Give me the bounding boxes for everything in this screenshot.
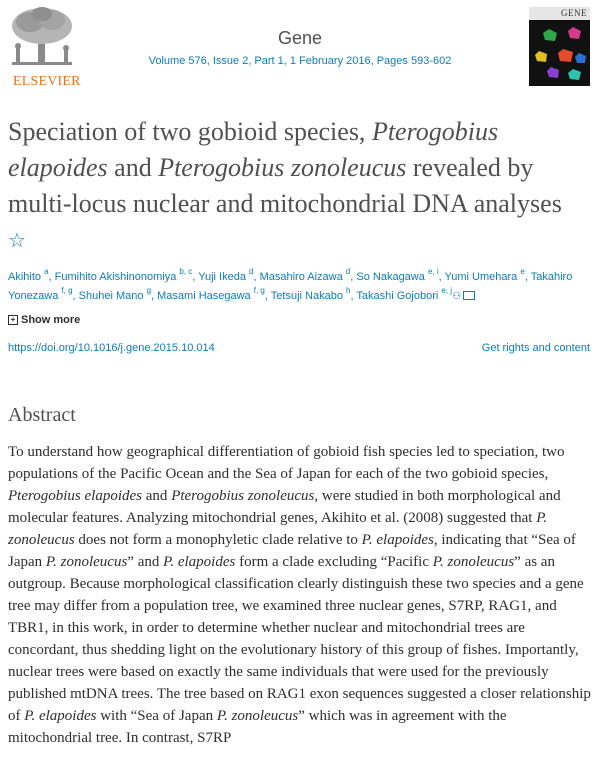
author-link[interactable]: Akihito $^a$ [8, 267, 49, 283]
abstract-text: To understand how geographical differentiation of gobioid fish species led to speciation, two populations of the Pacific Ocean and the Sea of Japan for each of the two gobioid species, Pterogobius elapoides and Pterogobius zonoleucus, were studied in both morphological and molecular features. Analyzing mitochondrial genes, Akihito et al. (2008) suggested that P. zonoleucus does not form a monophyletic clade relative to P. elapoides, indicating that “Sea of Japan P. zonoleucus” and P. elapoides form a clade excluding “Pacific P. zonoleucus” as an outgroup. Because morphological classification clearly distinguish these two species and a gene tree may differ from a population tree, we examined three nuclear genes, S7RP, RAG1, and TBR1, in this work, in order to determine whether nuclear and mitochondrial trees are concordant, thus shedding light on the evolutionary history of this group of fishes. Importantly, nuclear trees were based on exactly the same individuals that were used for the previously published mtDNA trees. The tree based on RAG1 exon sequences suggested a closer relationship of P. elapoides with “Sea of Japan P. zonoleucus” which was in agreement with the mitochondrial tree. In contrast, S7RP [8, 444, 591, 746]
cover-artwork [529, 7, 590, 86]
footnote-star-icon[interactable]: ☆ [8, 230, 26, 252]
issue-link[interactable]: Volume 576, Issue 2, Part 1, 1 February 2016, Pages 593-602 [148, 55, 452, 67]
plus-icon: + [8, 315, 18, 325]
cover-label: GENE [561, 8, 587, 18]
author-list: Akihito $^a$, Fumihito Akishinonomiya $^{b, c}$, Yuji Ikeda $^d$, Masahiro Aizawa $^d$, So Nakagawa $^{e, i}$, Yumi Umehara $^e$, Takahiro Yonezawa $^{f, g}$, Shuhei Mano $^g$, Masami Hasegawa $^{f, g}$, Tetsuji Nakabo $^h$, Takashi Gojobori $^{e, j}$⚇ [8, 268, 593, 306]
author-link[interactable]: So Nakagawa $^{e, i}$ [356, 267, 439, 283]
author-link[interactable]: Fumihito Akishinonomiya $^{b, c}$ [54, 267, 193, 283]
person-icon[interactable]: ⚇ [452, 291, 462, 302]
article-header [0, 0, 600, 108]
author-link[interactable]: Masami Hasegawa $^{f, g}$ [157, 286, 265, 302]
author-link[interactable]: Takashi Gojobori $^{e, j}$ [356, 286, 453, 302]
rights-link[interactable]: Get rights and content [481, 342, 590, 354]
show-more-button[interactable]: + Show more [8, 314, 80, 326]
journal-title[interactable]: Gene [277, 28, 323, 48]
author-link[interactable]: Takahiro Yonezawa $^{f, g}$ [8, 271, 573, 302]
abstract-heading: Abstract [8, 404, 76, 426]
author-link[interactable]: Masahiro Aizawa $^d$ [259, 267, 351, 283]
journal-cover-image[interactable] [529, 7, 590, 86]
author-link[interactable]: Yumi Umehara $^e$ [444, 267, 525, 283]
author-link[interactable]: Yuji Ikeda $^d$ [198, 267, 254, 283]
author-link[interactable]: Tetsuji Nakabo $^h$ [270, 286, 351, 302]
mail-icon[interactable] [463, 291, 475, 300]
doi-link[interactable]: https://doi.org/10.1016/j.gene.2015.10.014 [8, 342, 215, 354]
publisher-name: ELSEVIER [13, 74, 81, 89]
article-title: Speciation of two gobioid species, Pterogobius elapoides and Pterogobius zonoleucus revealed by multi-locus nuclear and mitochondrial DNA analyses ☆ [8, 117, 562, 252]
author-link[interactable]: Shuhei Mano $^g$ [78, 286, 152, 302]
